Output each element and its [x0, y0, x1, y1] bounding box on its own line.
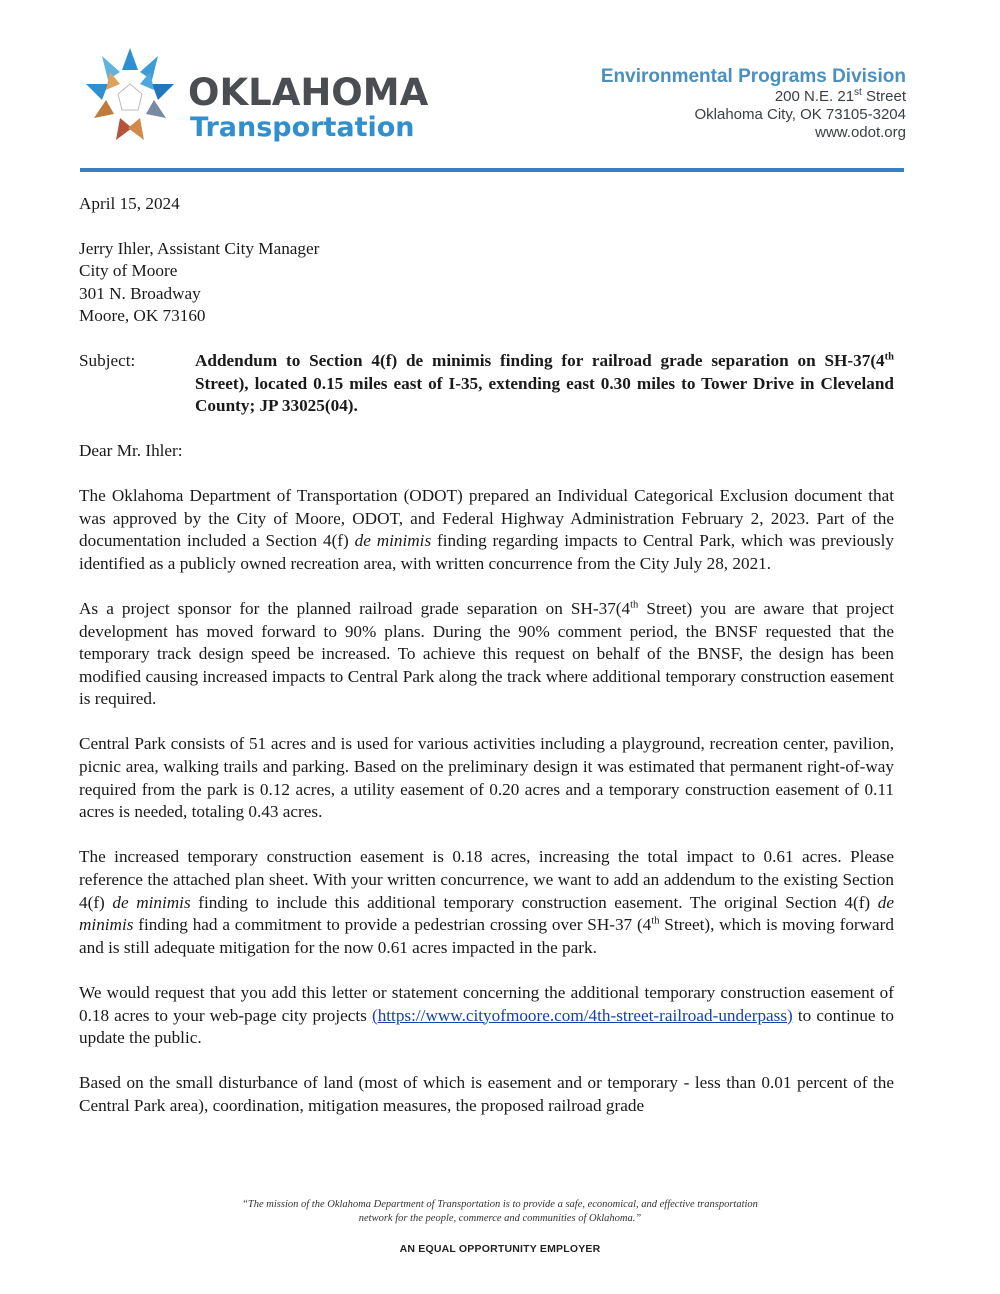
division-street: 200 N.E. 21st Street — [774, 87, 906, 105]
division-name: Environmental Programs Division — [600, 66, 906, 87]
letter-date: April 15, 2024 — [79, 194, 180, 213]
letter-body — [79, 193, 894, 1118]
division-address-block — [601, 66, 906, 142]
greeting: Dear Mr. Ihler: — [79, 440, 183, 460]
recipient-line: 301 N. Broadway — [79, 283, 201, 303]
page-footer — [0, 1198, 1000, 1255]
division-website: www.odot.org — [815, 124, 906, 141]
logo-wordmark-oklahoma: OKLAHOMA — [188, 71, 429, 114]
recipient-line: Moore, OK 73160 — [79, 306, 206, 326]
equal-opportunity-statement: AN EQUAL OPPORTUNITY EMPLOYER — [399, 1243, 601, 1255]
subject-block — [79, 350, 894, 418]
letterhead-divider — [80, 168, 904, 172]
recipient-address — [79, 238, 894, 328]
paragraph-1: The Oklahoma Department of Transportation (ODOT) prepared an Individual Categorical Exclusion document that was approved by the City of Moore, ODOT, and Federal Highway Administration February 2, 2023. Part of the documentation included a Section 4(f) de minimis finding regarding impacts to Central Park, which was previously identified as a publicly owned recreation area, with written concurrence from the City July 28, 2021. — [79, 485, 894, 573]
logo-wordmark-transportation: Transportation — [190, 112, 415, 143]
paragraph-4: The increased temporary construction easement is 0.18 acres, increasing the total impact to 0.61 acres. Please reference the attached plan sheet. With your written concurrence, we want to add an addendum to the existing Section 4(f) de minimis finding to include this additional temporary construction easement. The original Section 4(f) de minimis finding had a commitment to provide a pedestrian crossing over SH-37 (4th Street), which is moving forward and is still adequate mitigation for the now 0.61 acres impacted in the park. — [79, 847, 894, 957]
recipient-line: Jerry Ihler, Assistant City Manager — [79, 238, 320, 258]
letterhead — [0, 0, 1000, 180]
paragraph-3: Central Park consists of 51 acres and is used for various activities including a playground, recreation center, pavilion, picnic area, walking trails and parking. Based on the preliminary design it was estimated that permanent right-of-way required from the park is 0.12 acres, a utility easement of 0.20 acres and a temporary construction easement of 0.11 acres is needed, totaling 0.43 acres. — [79, 734, 894, 822]
paragraph-6: Based on the small disturbance of land (most of which is easement and or temporary - less than 0.01 percent of the Central Park area), coordination, mitigation measures, the proposed railroad grade — [79, 1073, 894, 1115]
subject-label: Subject: — [79, 350, 136, 370]
mission-statement: “The mission of the Oklahoma Department of Transportation is to provide a safe, economical, and effective transportation network for the people, commerce and communities of Oklahoma.” — [242, 1199, 758, 1224]
odot-logo — [80, 44, 429, 149]
star-logo-icon — [80, 44, 180, 144]
subject-text: Addendum to Section 4(f) de minimis finding for railroad grade separation on SH-37(4th Street), located 0.15 miles east of I-35, extending east 0.30 miles to Tower Drive in Cleveland County; JP 33025(04). — [195, 350, 894, 416]
paragraph-2: As a project sponsor for the planned railroad grade separation on SH-37(4th Street) you are aware that project development has moved forward to 90% plans. During the 90% comment period, the BNSF requested that the temporary track design speed be increased. To achieve this request on behalf of the BNSF, the design has been modified causing increased impacts to Central Park along the track where additional temporary construction easement is required. — [79, 598, 894, 709]
recipient-line: City of Moore — [79, 261, 178, 281]
division-city: Oklahoma City, OK 73105-3204 — [694, 106, 906, 123]
city-projects-link[interactable]: (https://www.cityofmoore.com/4th-street-railroad-underpass) — [371, 1005, 793, 1025]
paragraph-5: We would request that you add this letter or statement concerning the additional temporary construction easement of 0.18 acres to your web-page city projects (https://www.cityofmoore.com/4th-street-railroad-underpass) to continue to update the public. — [79, 983, 895, 1048]
